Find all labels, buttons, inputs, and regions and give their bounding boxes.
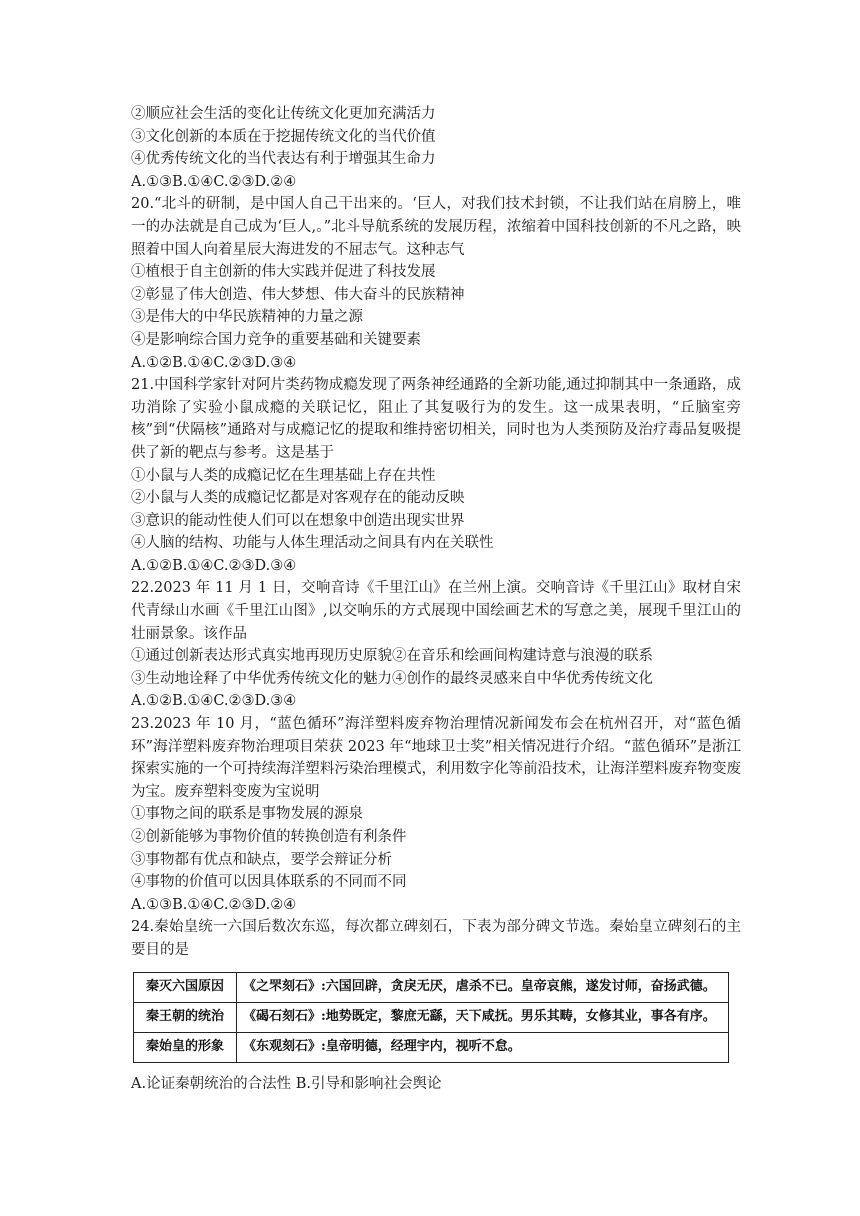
- option-line: ④事物的价值可以因具体联系的不同而不同: [131, 874, 407, 891]
- question-19-tail: [131, 103, 741, 193]
- table-cell: 《之罘刻石》:六国回辟，贪戾无厌，虐杀不已。皇帝哀熊，遂发讨师，奋扬武德。: [237, 972, 729, 1002]
- question-stem: 24.秦始皇统一六国后数次东巡，每次都立碑刻石，下表为部分碑文节选。秦始皇立碑刻石的主要目的是: [131, 919, 741, 958]
- table-row-label: 秦灭六国原因: [134, 972, 237, 1002]
- option-line: ②小鼠与人类的成瘾记忆都是对客观存在的能动反映: [131, 490, 465, 507]
- table-cell: 《碣石刻石》:地势既定，黎庶无繇，天下咸抚。男乐其畴，女修其业，事各有序。: [237, 1002, 729, 1032]
- table-row: [134, 1032, 729, 1062]
- stele-table-wrapper: [133, 972, 729, 1063]
- option-line: ④是影响综合国力竞争的重要基础和关键要素: [131, 331, 421, 348]
- answer-choices: A.①②B.①④C.②③D.③④: [131, 354, 297, 371]
- option-line: ③是伟大的中华民族精神的力量之源: [131, 309, 363, 326]
- option-line: ③事物都有优点和缺点，要学会辩证分析: [131, 851, 392, 868]
- stele-inscription-table: [133, 972, 729, 1063]
- option-line: ③生动地诠释了中华优秀传统文化的魅力④创作的最终灵感来自中华优秀传统文化: [131, 670, 653, 687]
- table-cell: 《东观刻石》:皇帝明德，经理宇内，视听不怠。: [237, 1032, 729, 1062]
- answer-choices: A.①②B.①④C.②③D.③④: [131, 557, 297, 574]
- question-24: [131, 916, 741, 1095]
- exam-content: [131, 103, 741, 1095]
- answer-choices: A.论证秦朝统治的合法性 B.引导和影响社会舆论: [131, 1075, 442, 1092]
- option-line: ①事物之间的联系是事物发展的源泉: [131, 806, 363, 823]
- option-line: ③文化创新的本质在于挖掘传统文化的当代价值: [131, 128, 436, 145]
- answer-choices: A.①②B.①④C.②③D.③④: [131, 693, 297, 710]
- question-stem: 20.“北斗的研制，是中国人自己干出来的。‘巨人，对我们技术封锁，不让我们站在肩膀上，唯一的办法就是自己成为‘巨人,。”北斗导航系统的发展历程，浓缩着中国科技创新的不凡之路，映照着中国人向着星辰大海进发的不屈志气。这种志气: [131, 196, 741, 258]
- answer-choices: A.①③B.①④C.②③D.②④: [131, 173, 297, 190]
- option-line: ②创新能够为事物价值的转换创造有利条件: [131, 829, 407, 845]
- table-row-label: 秦始皇的形象: [134, 1032, 237, 1062]
- question-23: [131, 713, 741, 916]
- question-stem: 22.2023 年 11 月 1 日，交响音诗《千里江山》在兰州上演。交响音诗《千里江山》取材自宋代青绿山水画《千里江山图》,以交响乐的方式展现中国绘画艺术的写意之美，展现千里江山的壮丽景象。该作品: [131, 580, 741, 642]
- option-line: ④人脑的结构、功能与人体生理活动之间具有内在关联性: [131, 535, 494, 552]
- option-line: ②彰显了伟大创造、伟大梦想、伟大奋斗的民族精神: [131, 286, 465, 303]
- option-line: ①植根于自主创新的伟大实践并促进了科技发展: [131, 264, 436, 281]
- table-row-label: 秦王朝的统治: [134, 1002, 237, 1032]
- table-row: [134, 1002, 729, 1032]
- question-stem: 23.2023 年 10 月，“蓝色循环”海洋塑料废弃物治理情况新闻发布会在杭州召开，对“蓝色循环”海洋塑料废弃物治理项目荣获 2023 年“地球卫士奖”相关情况进行介绍。“蓝色循环”是浙江探索实施的一个可持续海洋塑料污染治理模式，利用数字化等前沿技术，让海洋塑料废弃物变废为宝。废弃塑料变废为宝说明: [131, 716, 741, 800]
- option-line: ④优秀传统文化的当代表达有利于增强其生命力: [131, 151, 436, 168]
- question-stem: 21.中国科学家针对阿片类药物成瘾发现了两条神经通路的全新功能,通过抑制其中一条通路，成功消除了实验小鼠成瘾的关联记忆，阻止了其复吸行为的发生。这一成果表明，“丘脑室旁核”到“伏隔核”通路对与成瘾记忆的提取和维持密切相关，同时也为人类预防及治疗毒品复吸提供了新的靶点与参考。这是基于: [131, 377, 741, 461]
- question-20: [131, 193, 741, 374]
- table-row: [134, 972, 729, 1002]
- option-line: ①小鼠与人类的成瘾记忆在生理基础上存在共性: [131, 467, 436, 484]
- answer-choices: A.①③B.①④C.②③D.②④: [131, 896, 297, 913]
- option-line: ①通过创新表达形式真实地再现历史原貌②在音乐和绘画间构建诗意与浪漫的联系: [131, 648, 653, 665]
- option-line: ③意识的能动性使人们可以在想象中创造出现实世界: [131, 512, 465, 529]
- question-22: [131, 577, 741, 713]
- question-21: [131, 374, 741, 577]
- option-line: ②顺应社会生活的变化让传统文化更加充满活力: [131, 106, 436, 122]
